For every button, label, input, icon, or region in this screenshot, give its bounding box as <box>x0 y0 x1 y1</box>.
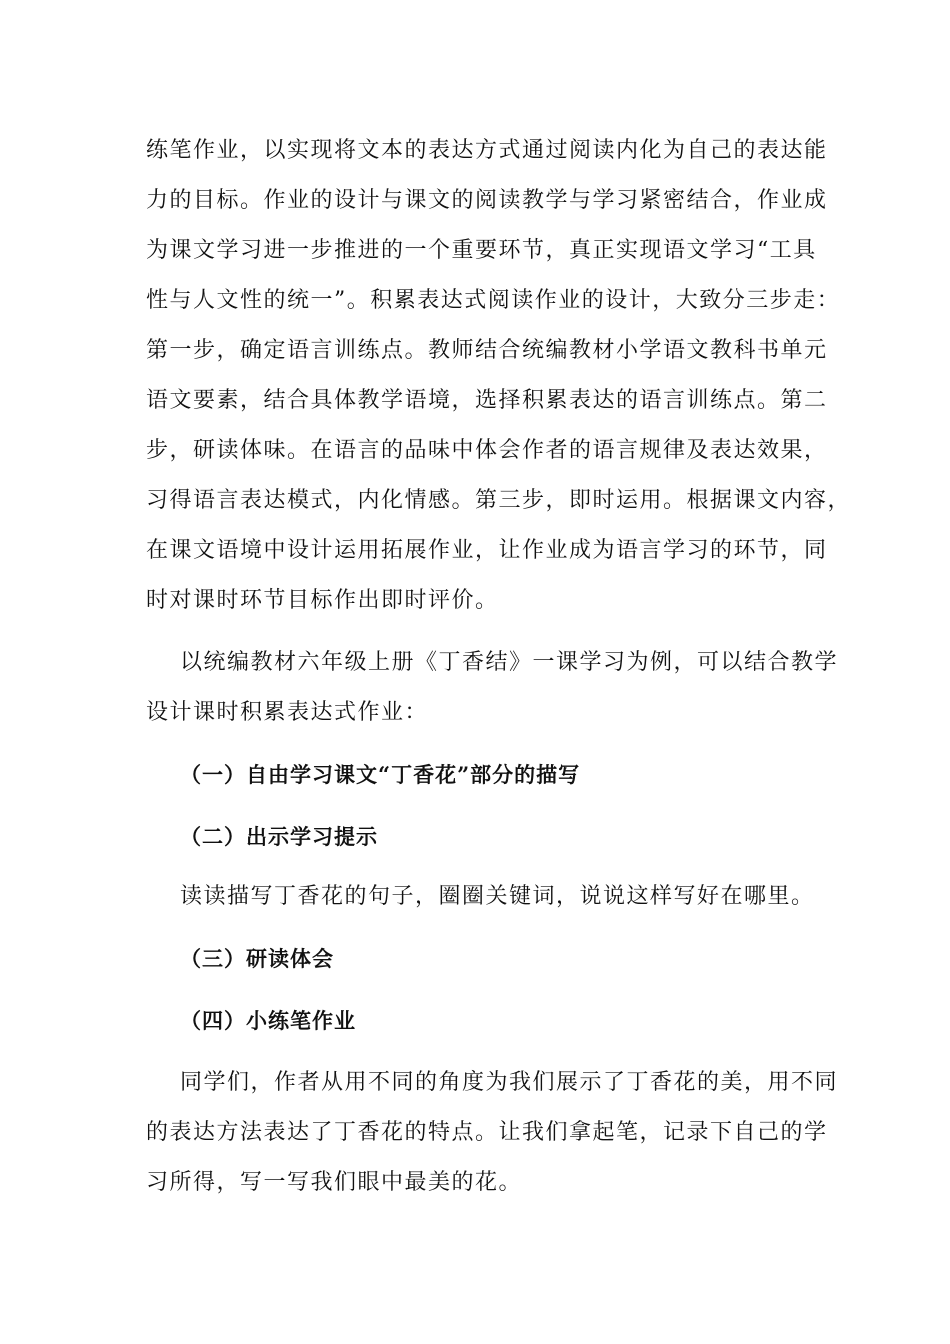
paragraph-line: 时对课时环节目标作出即时评价。 <box>146 588 499 613</box>
paragraph-line: 习所得，写一写我们眼中最美的花。 <box>146 1170 523 1195</box>
paragraph-line: 的表达方法表达了丁香花的特点。让我们拿起笔，记录下自己的学 <box>146 1120 828 1145</box>
paragraph-line: 力的目标。作业的设计与课文的阅读教学与学习紧密结合，作业成 <box>146 188 828 213</box>
paragraph-line: 在课文语境中设计运用拓展作业，让作业成为语言学习的环节，同 <box>146 538 828 563</box>
section-heading-3: （三）研读体会 <box>180 946 334 971</box>
section-heading-2: （二）出示学习提示 <box>180 824 378 849</box>
section-heading-4: （四）小练笔作业 <box>180 1008 356 1033</box>
paragraph-line: 步，研读体味。在语言的品味中体会作者的语言规律及表达效果， <box>146 438 828 463</box>
section-heading-1: （一）自由学习课文“丁香花”部分的描写 <box>180 762 581 787</box>
section-2-body: 读读描写丁香花的句子，圈圈关键词，说说这样写好在哪里。 <box>180 884 815 909</box>
paragraph-line: 第一步，确定语言训练点。教师结合统编教材小学语文教科书单元 <box>146 338 828 363</box>
paragraph-line: 同学们，作者从用不同的角度为我们展示了丁香花的美，用不同 <box>180 1070 839 1095</box>
paragraph-line: 练笔作业，以实现将文本的表达方式通过阅读内化为自己的表达能 <box>146 138 828 163</box>
paragraph-line: 设计课时积累表达式作业： <box>146 700 429 725</box>
paragraph-line: 性与人文性的统一”。积累表达式阅读作业的设计，大致分三步走： <box>146 288 841 313</box>
paragraph-line: 以统编教材六年级上册《丁香结》一课学习为例，可以结合教学 <box>180 650 839 675</box>
paragraph-line: 语文要素，结合具体教学语境，选择积累表达的语言训练点。第二 <box>146 388 828 413</box>
paragraph-line: 习得语言表达模式，内化情感。第三步，即时运用。根据课文内容， <box>146 488 852 513</box>
paragraph-line: 为课文学习进一步推进的一个重要环节，真正实现语文学习“工具 <box>146 238 817 263</box>
